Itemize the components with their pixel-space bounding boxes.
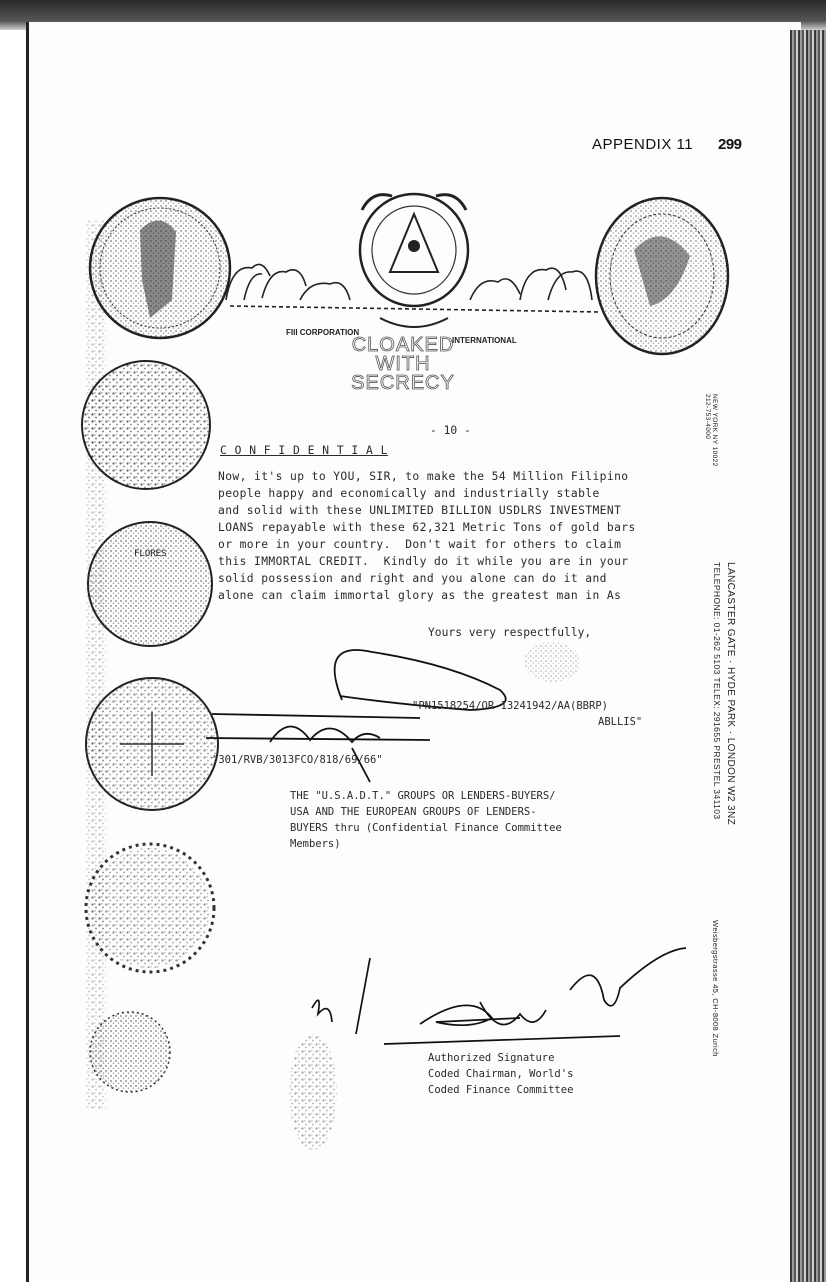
left-border-speckle [86, 220, 106, 1110]
code-line-2: "301/RVB/3013FCO/818/69/66" [212, 754, 383, 766]
closing-line: Yours very respectfully, [428, 626, 592, 639]
page-number: 299 [718, 136, 742, 153]
signature-caption-1: Authorized Signature [428, 1052, 555, 1064]
signature-caption-2: Coded Chairman, World's [428, 1068, 574, 1080]
side-address-main: LANCASTER GATE · HYDE PARK · LONDON W2 3NZ [725, 562, 736, 826]
body-line-6: this IMMORTAL CREDIT. Kindly do it while you are in your [218, 555, 629, 568]
ink-smudge [524, 642, 580, 682]
body-line-8: alone can claim immortal glory as the greatest man in As [218, 589, 622, 602]
groups-line-4: Members) [290, 838, 341, 850]
secrecy-stamp [348, 336, 458, 393]
confidential-heading: C O N F I D E N T I A L [220, 444, 388, 457]
page-marker: - 10 - [430, 424, 471, 437]
seal-right-crest [596, 198, 728, 354]
signature-caption-3: Coded Finance Committee [428, 1084, 574, 1096]
side-address-top: NEW YORK NY 10022 212-753-4000 [704, 394, 718, 467]
corporation-name-right: INTERNATIONAL [452, 336, 517, 345]
body-line-5: or more in your country. Don't wait for others to claim [218, 538, 622, 551]
body-line-4: LOANS repayable with these 62,321 Metric Tons of gold bars [218, 521, 636, 534]
body-line-1: Now, it's up to YOU, SIR, to make the 54 Million Filipino [218, 470, 629, 483]
seal-embossed-medallion-2 [88, 522, 212, 646]
body-line-7: solid possession and right and you alone can do it and [218, 572, 607, 585]
stamp-line-3: SECRECY [351, 372, 455, 394]
groups-line-1: THE "U.S.A.D.T." GROUPS OR LENDERS-BUYERS/ [290, 790, 556, 802]
pyramid-emblem [360, 194, 468, 327]
stamp-line-2: WITH [375, 353, 431, 375]
signature-lower [312, 948, 686, 1044]
seal-knight-medallion [90, 198, 230, 338]
corporation-name-left: FIII CORPORATION [286, 328, 360, 337]
body-line-3: and solid with these UNLIMITED BILLION USDLRS INVESTMENT [218, 504, 622, 517]
code-line-1b: ABLLIS" [598, 716, 643, 728]
body-line-2: people happy and economically and industrially stable [218, 487, 600, 500]
stamp-line-1: CLOAKED [351, 334, 455, 356]
groups-line-2: USA AND THE EUROPEAN GROUPS OF LENDERS- [290, 806, 537, 818]
side-address-phone: TELEPHONE: 01-262 5103 TELEX: 291655 PRESTEL 341103 [712, 562, 722, 820]
code-line-1: "PN1518254/OR 13241942/AA(BBRP) [412, 700, 608, 712]
thumbprint-smudge [289, 1034, 337, 1150]
groups-line-3: BUYERS thru (Confidential Finance Committee [290, 822, 562, 834]
svg-text:FLORES: FLORES [134, 549, 167, 559]
side-address-bottom: Weisbergstrasse 45, CH-8008 Zurich [711, 920, 720, 1057]
appendix-label: APPENDIX 11 [592, 136, 694, 153]
